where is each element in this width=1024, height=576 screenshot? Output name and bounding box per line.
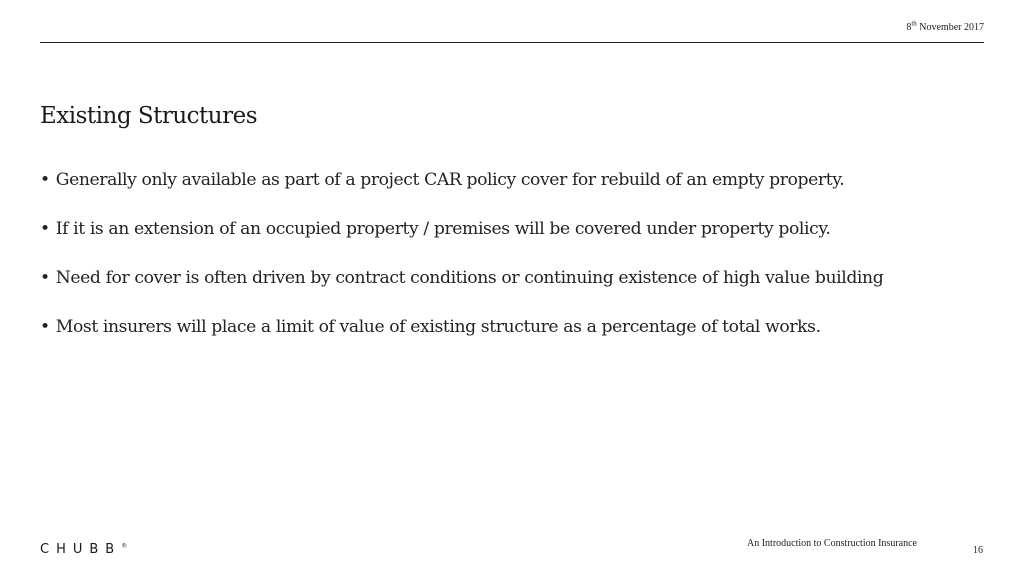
date-suffix: th xyxy=(911,19,917,28)
bullet-item xyxy=(40,215,1000,264)
bullet-icon: • xyxy=(40,268,50,288)
bullet-icon: • xyxy=(40,170,50,190)
date-month-year: November 2017 xyxy=(916,22,984,33)
page-number: 16 xyxy=(973,545,983,556)
date-day: 8 xyxy=(906,22,912,33)
bullet-icon: • xyxy=(40,317,50,337)
bullet-item xyxy=(40,166,1000,215)
registered-mark: ® xyxy=(121,542,128,550)
bullet-item xyxy=(40,313,1000,362)
bullet-text: Need for cover is often driven by contract conditions or continuing existence of high value building xyxy=(55,268,884,288)
bullet-list xyxy=(40,166,1000,362)
header-divider xyxy=(40,42,984,43)
bullet-icon: • xyxy=(40,219,50,239)
bullet-item xyxy=(40,264,1000,313)
header-date xyxy=(906,19,984,33)
bullet-text: If it is an extension of an occupied property / premises will be covered under property policy. xyxy=(55,219,831,239)
bullet-text: Generally only available as part of a project CAR policy cover for rebuild of an empty property. xyxy=(55,170,845,190)
bullet-text: Most insurers will place a limit of value of existing structure as a percentage of total works. xyxy=(55,317,821,337)
chubb-logo xyxy=(40,542,127,557)
presentation-title: An Introduction to Construction Insurance xyxy=(747,538,917,549)
logo-text: CHUBB xyxy=(40,542,122,557)
slide-title: Existing Structures xyxy=(40,103,258,129)
